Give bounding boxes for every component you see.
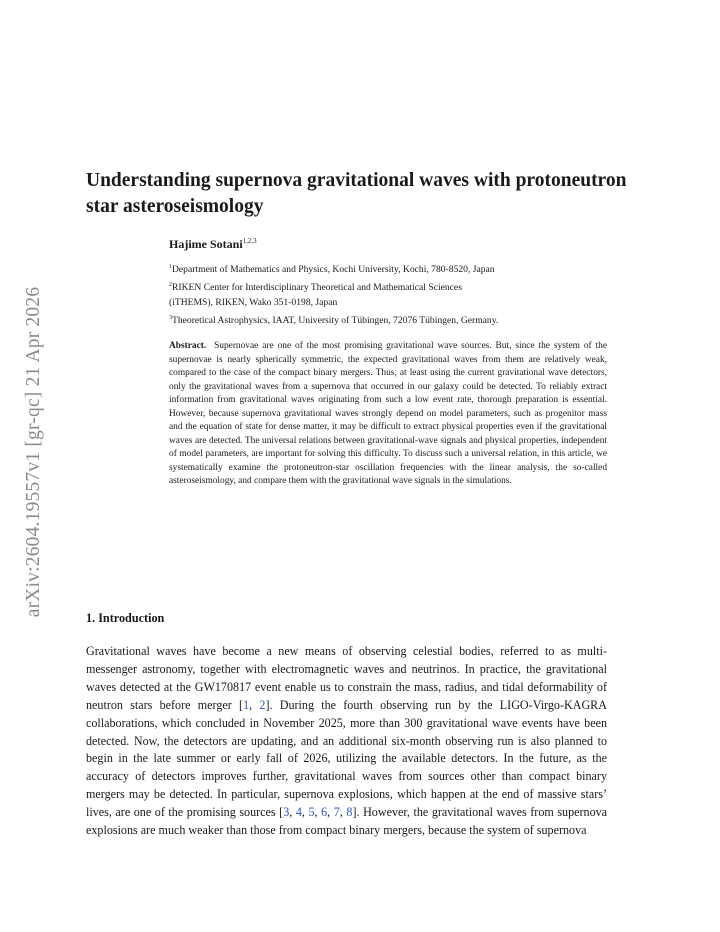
intro-text: , bbox=[249, 697, 260, 712]
arxiv-identifier-stamp: arXiv:2604.19557v1 [gr-qc] 21 Apr 2026 bbox=[23, 286, 44, 618]
intro-text: , bbox=[301, 805, 309, 820]
citation-link[interactable]: 3 bbox=[283, 805, 290, 820]
affiliation-mark: 1 bbox=[169, 264, 172, 270]
intro-text: ]. However, the gravitational waves from supernova explosions are much weaker than those from compact binary mergers, because the system of supernova bbox=[86, 805, 608, 838]
intro-text: , bbox=[289, 805, 296, 820]
author-affil-marks: 1,2,3 bbox=[242, 237, 257, 245]
intro-text: Gravitational waves have become a new means of observing celestial bodies, referred to as multi-messenger astronomy, together with electromagnetic waves and neutrinos. In practice, the gravitational waves detected at the GW170817 event enable us to constrain the mass, radius, and tidal deformability of neutron stars before merger [ bbox=[86, 644, 607, 712]
affiliation-text: RIKEN Center for Interdisciplinary Theoretical and Mathematical Sciences bbox=[172, 282, 462, 294]
citation-link[interactable]: 2 bbox=[259, 697, 266, 712]
paper-title: Understanding supernova gravitational waves with protoneutron star asteroseismology bbox=[86, 170, 627, 217]
author-name: Hajime Sotani bbox=[169, 237, 243, 251]
citation-link[interactable]: 6 bbox=[321, 805, 328, 820]
affiliation-3 bbox=[169, 311, 629, 329]
introduction-paragraph bbox=[86, 643, 607, 840]
affiliation-mark: 2 bbox=[169, 281, 172, 288]
affiliation-text: Theoretical Astrophysics, IAAT, University of Tübingen, 72076 Tübingen, Germany. bbox=[172, 314, 499, 326]
intro-text: , bbox=[339, 805, 347, 820]
citation-link[interactable]: 4 bbox=[295, 805, 302, 820]
affiliation-2 bbox=[169, 278, 629, 296]
section-heading-introduction: 1. Introduction bbox=[86, 611, 165, 625]
affiliation-1 bbox=[169, 260, 629, 278]
citation-link[interactable]: 7 bbox=[333, 805, 340, 820]
affiliations bbox=[169, 260, 629, 329]
citation-link[interactable]: 8 bbox=[346, 805, 353, 820]
citation-link[interactable]: 1 bbox=[243, 697, 250, 712]
author bbox=[169, 237, 257, 252]
abstract bbox=[169, 340, 607, 489]
abstract-label: Abstract. bbox=[169, 341, 207, 351]
affiliation-text: Department of Mathematics and Physics, Kochi University, Kochi, 780-8520, Japan bbox=[172, 264, 495, 276]
affiliation-2-cont bbox=[169, 296, 629, 311]
intro-text: , bbox=[327, 805, 334, 820]
citation-link[interactable]: 5 bbox=[308, 805, 315, 820]
intro-text: ]. During the fourth observing run by the LIGO-Virgo-KAGRA collaborations, which concluded in November 2025, more than 300 gravitational wave events have been detected. Now, the detectors are updating, and an additional six-month observing run is also planned to begin in the late summer or early fall of 2026, utilizing the available detectors. In the future, as the accuracy of detectors improves further, gravitational waves from sources other than compact binary mergers may be detected. In particular, supernova explosions, which happen at the end of massive stars’ lives, are one of the promising sources [ bbox=[86, 697, 607, 820]
intro-text: , bbox=[314, 805, 322, 820]
abstract-text: Supernovae are one of the most promising gravitational wave sources. But, since the system of the supernovae is nearly spherically symmetric, the expected gravitational waves from them are relatively weak, compared to the case of the compact binary mergers. Thus, at least using the current gravitational wave detectors, only the gravitational waves from a supernova that occurred in our galaxy could be detected. To reliably extract information from gravitational waves originating from such a low event rate, thorough preparation is essential. However, because supernova gravitational waves strongly depend on model parameters, such as progenitor mass and the equation of state for dense matter, it may be difficult to extract physical properties even if the gravitational waves are detected. The universal relations between gravitational-wave signals and physical properties, independent of model parameters, are important for solving this difficulty. To discuss such a universal relation, in this article, we systematically examine the protoneutron-star oscillation frequencies with the linear analysis, the so-called asteroseismology, and compare them with the gravitational wave signals in the simulations. bbox=[169, 341, 607, 486]
affiliation-mark: 3 bbox=[169, 314, 172, 321]
affiliation-text: (iTHEMS), RIKEN, Wako 351-0198, Japan bbox=[169, 296, 338, 308]
